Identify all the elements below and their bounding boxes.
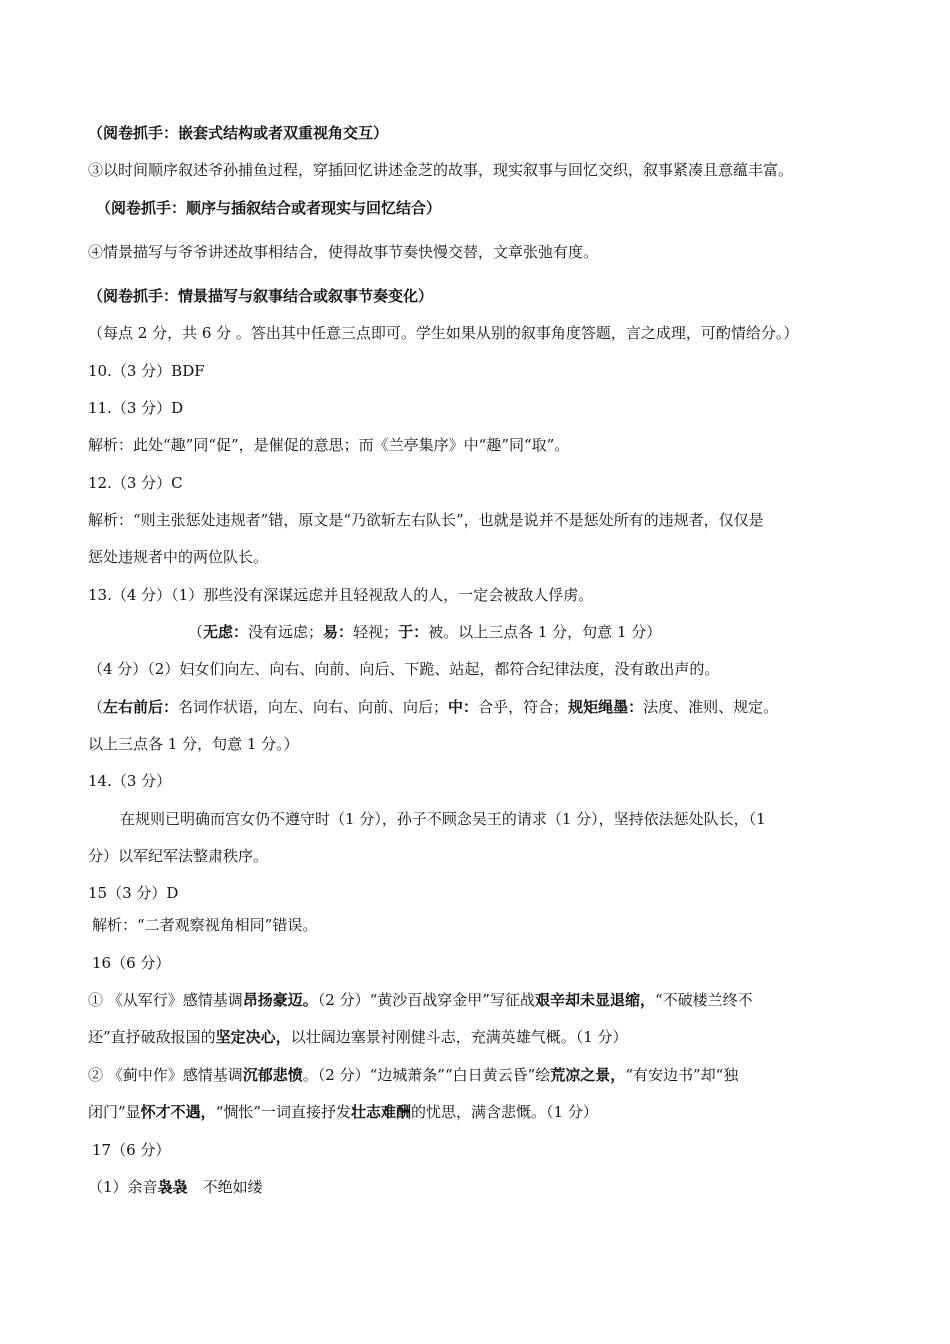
answer-q13-part2: （4 分）（2）妇女们向左、向右、向前、向后、下跪、站起，都符合纪律法度，没有敢出声的。	[88, 660, 720, 678]
answer-q13-part1: 13.（4 分）（1）那些没有深谋远虑并且轻视敌人的人，一定会被敌人俘虏。	[88, 586, 594, 604]
answer-q16-heading: 16（6 分）	[92, 954, 171, 972]
q13-part2-scoring: （左右前后：名词作状语，向左、向右、向前、向后；中：合乎，符合；规矩绳墨：法度、准则、规定。	[88, 698, 779, 716]
answer-q16-point2-line2: 闭门”显怀才不遇，“惆怅”一词直接抒发壮志难酬的忧思，满含悲慨。（1 分）	[88, 1103, 598, 1121]
term-zhong: 中：	[448, 698, 479, 716]
analysis-q12-line1: 解析：“则主张惩处违规者”错，原文是“乃欲斩左右队长”，也就是说并不是惩处所有的违规者，仅仅是	[88, 511, 764, 529]
term-zuoyouqianhou: 左右前后：	[103, 698, 179, 716]
analysis-q15: 解析：“二者观察视角相同”错误。	[92, 916, 318, 934]
answer-point-4: ④情景描写与爷爷讲述故事相结合，使得故事节奏快慢交替，文章张弛有度。	[88, 243, 599, 261]
term-yi: 易：	[323, 623, 354, 641]
answer-q16-point1-line1: ① 《从军行》感情基调昂扬豪迈。（2 分）“黄沙百战穿金甲”写征战艰辛却未显退缩，“不破楼兰终不	[88, 991, 753, 1009]
grading-tip-scene-narration: （阅卷抓手：情景描写与叙事结合或叙事节奏变化）	[88, 287, 434, 305]
analysis-q11: 解析：此处“趣”同“促”，是催促的意思；而《兰亭集序》中“趣”同“取”。	[88, 436, 570, 454]
answer-q12: 12.（3 分）C	[88, 474, 183, 492]
answer-q15: 15（3 分）D	[88, 884, 179, 902]
answer-q14-heading: 14.（3 分）	[88, 772, 172, 790]
answer-q14-line1: 在规则已明确而宫女仍不遵守时（1 分），孙子不顾念吴王的请求（1 分），坚持依法惩处队长，（1	[120, 810, 766, 828]
answer-q16-point1-line2: 还”直抒破敌报国的坚定决心，以壮阔边塞景衬刚健斗志，充满英雄气概。（1 分）	[88, 1028, 628, 1046]
answer-q17-part1: （1）余音袅袅 不绝如缕	[88, 1178, 263, 1196]
q13-part1-scoring: （无虑：没有远虑；易：轻视；于：被。以上三点各 1 分，句意 1 分）	[188, 623, 662, 641]
answer-q14-line2: 分）以军纪军法整肃秩序。	[88, 847, 269, 865]
answer-q11: 11.（3 分）D	[88, 399, 184, 417]
answer-q17-heading: 17（6 分）	[92, 1141, 171, 1159]
scoring-note: （每点 2 分，共 6 分 。答出其中任意三点即可。学生如果从别的叙事角度答题，言之成理，可酌情给分。）	[88, 324, 799, 342]
term-guijushengmo: 规矩绳墨：	[568, 698, 644, 716]
grading-tip-sequence-flashback: （阅卷抓手：顺序与插叙结合或者现实与回忆结合）	[96, 199, 442, 217]
term-yu: 于：	[398, 623, 429, 641]
answer-point-3: ③以时间顺序叙述爷孙捕鱼过程，穿插回忆讲述金芝的故事，现实叙事与回忆交织，叙事紧凑且意蕴丰富。	[88, 161, 794, 179]
q13-part2-scoring-cont: 以上三点各 1 分，句意 1 分。）	[88, 735, 299, 753]
analysis-q12-line2: 惩处违规者中的两位队长。	[88, 548, 269, 566]
answer-q10: 10.（3 分）BDF	[88, 362, 205, 380]
term-wulv: 无虑：	[203, 623, 249, 641]
answer-q16-point2-line1: ② 《蓟中作》感情基调沉郁悲愤。（2 分）“边城萧条”“白日黄云昏”绘荒凉之景，“有安边书”却“独	[88, 1066, 739, 1084]
grading-tip-nested-structure: （阅卷抓手：嵌套式结构或者双重视角交互）	[88, 124, 389, 142]
